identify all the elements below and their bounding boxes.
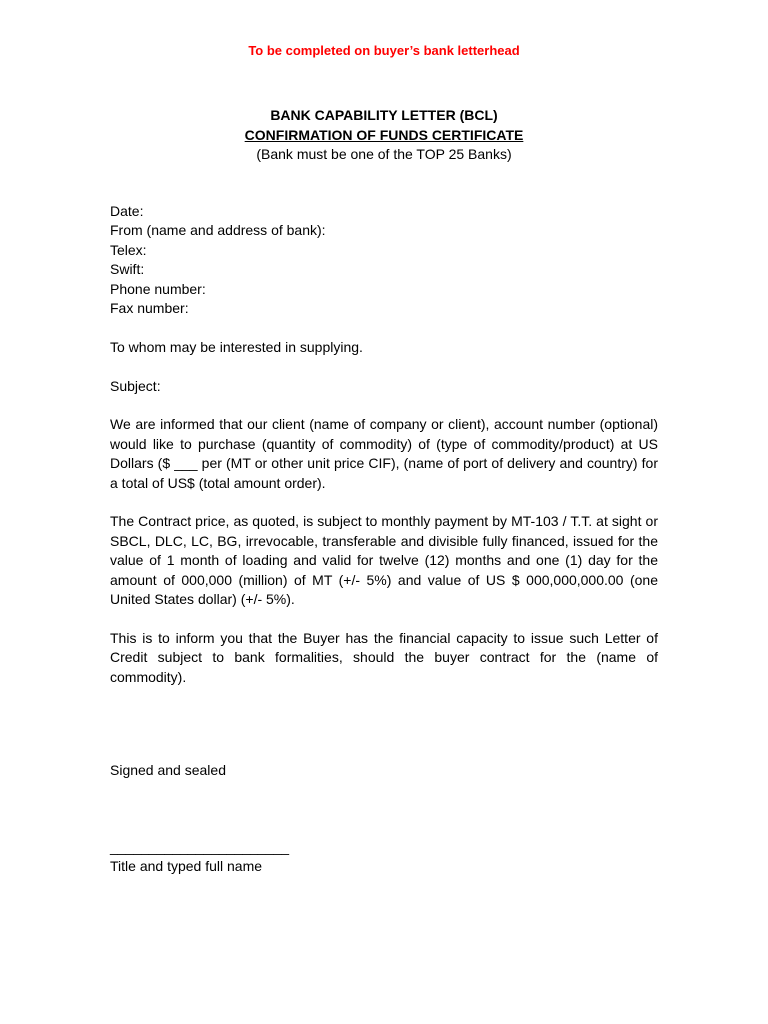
signed-sealed: Signed and sealed (110, 762, 226, 778)
salutation: To whom may be interested in supplying. (110, 338, 363, 355)
paragraph-client: We are informed that our client (name of company or client), account number (optional) would like to purchase (quantity of commodity) of (type of commodity/product) at US Dollars ($ ___ per (MT or other unit price CIF), (name of port of delivery and country) for a total of US$ (total amount order). (110, 416, 658, 491)
field-from: From (name and address of bank): (110, 222, 326, 239)
letter-body (110, 202, 658, 687)
letter-note: (Bank must be one of the TOP 25 Banks) (256, 146, 512, 162)
letter-subtitle: CONFIRMATION OF FUNDS CERTIFICATE (244, 126, 524, 143)
field-fax: Fax number: (110, 300, 189, 317)
field-date: Date: (110, 203, 144, 219)
signature-name: Title and typed full name (110, 858, 263, 874)
signature-line: _______________________ (110, 839, 290, 855)
letterhead-notice: To be completed on buyer’s bank letterhead (248, 43, 520, 58)
subject-line: Subject: (110, 377, 161, 394)
field-phone: Phone number: (110, 280, 206, 297)
letter-heading (0, 106, 768, 165)
letter-title: BANK CAPABILITY LETTER (BCL) (270, 107, 498, 123)
field-telex: Telex: (110, 241, 147, 258)
field-swift: Swift: (110, 261, 145, 278)
paragraph-contract: The Contract price, as quoted, is subject to monthly payment by MT-103 / T.T. at sight or SBCL, DLC, LC, BG, irrevocable, transferable and divisible fully financed, issued for the value of 1 month of loading and valid for twelve (12) months and one (1) day for the amount of 000,000 (million) of MT (+/- 5%) and value of US $ 000,000,000.00 (one United States dollar) (+/- 5%). (110, 513, 658, 608)
paragraph-capacity: This is to inform you that the Buyer has the financial capacity to issue such Letter of Credit subject to bank formalities, should the buyer contract for the (name of commodity). (110, 629, 658, 685)
